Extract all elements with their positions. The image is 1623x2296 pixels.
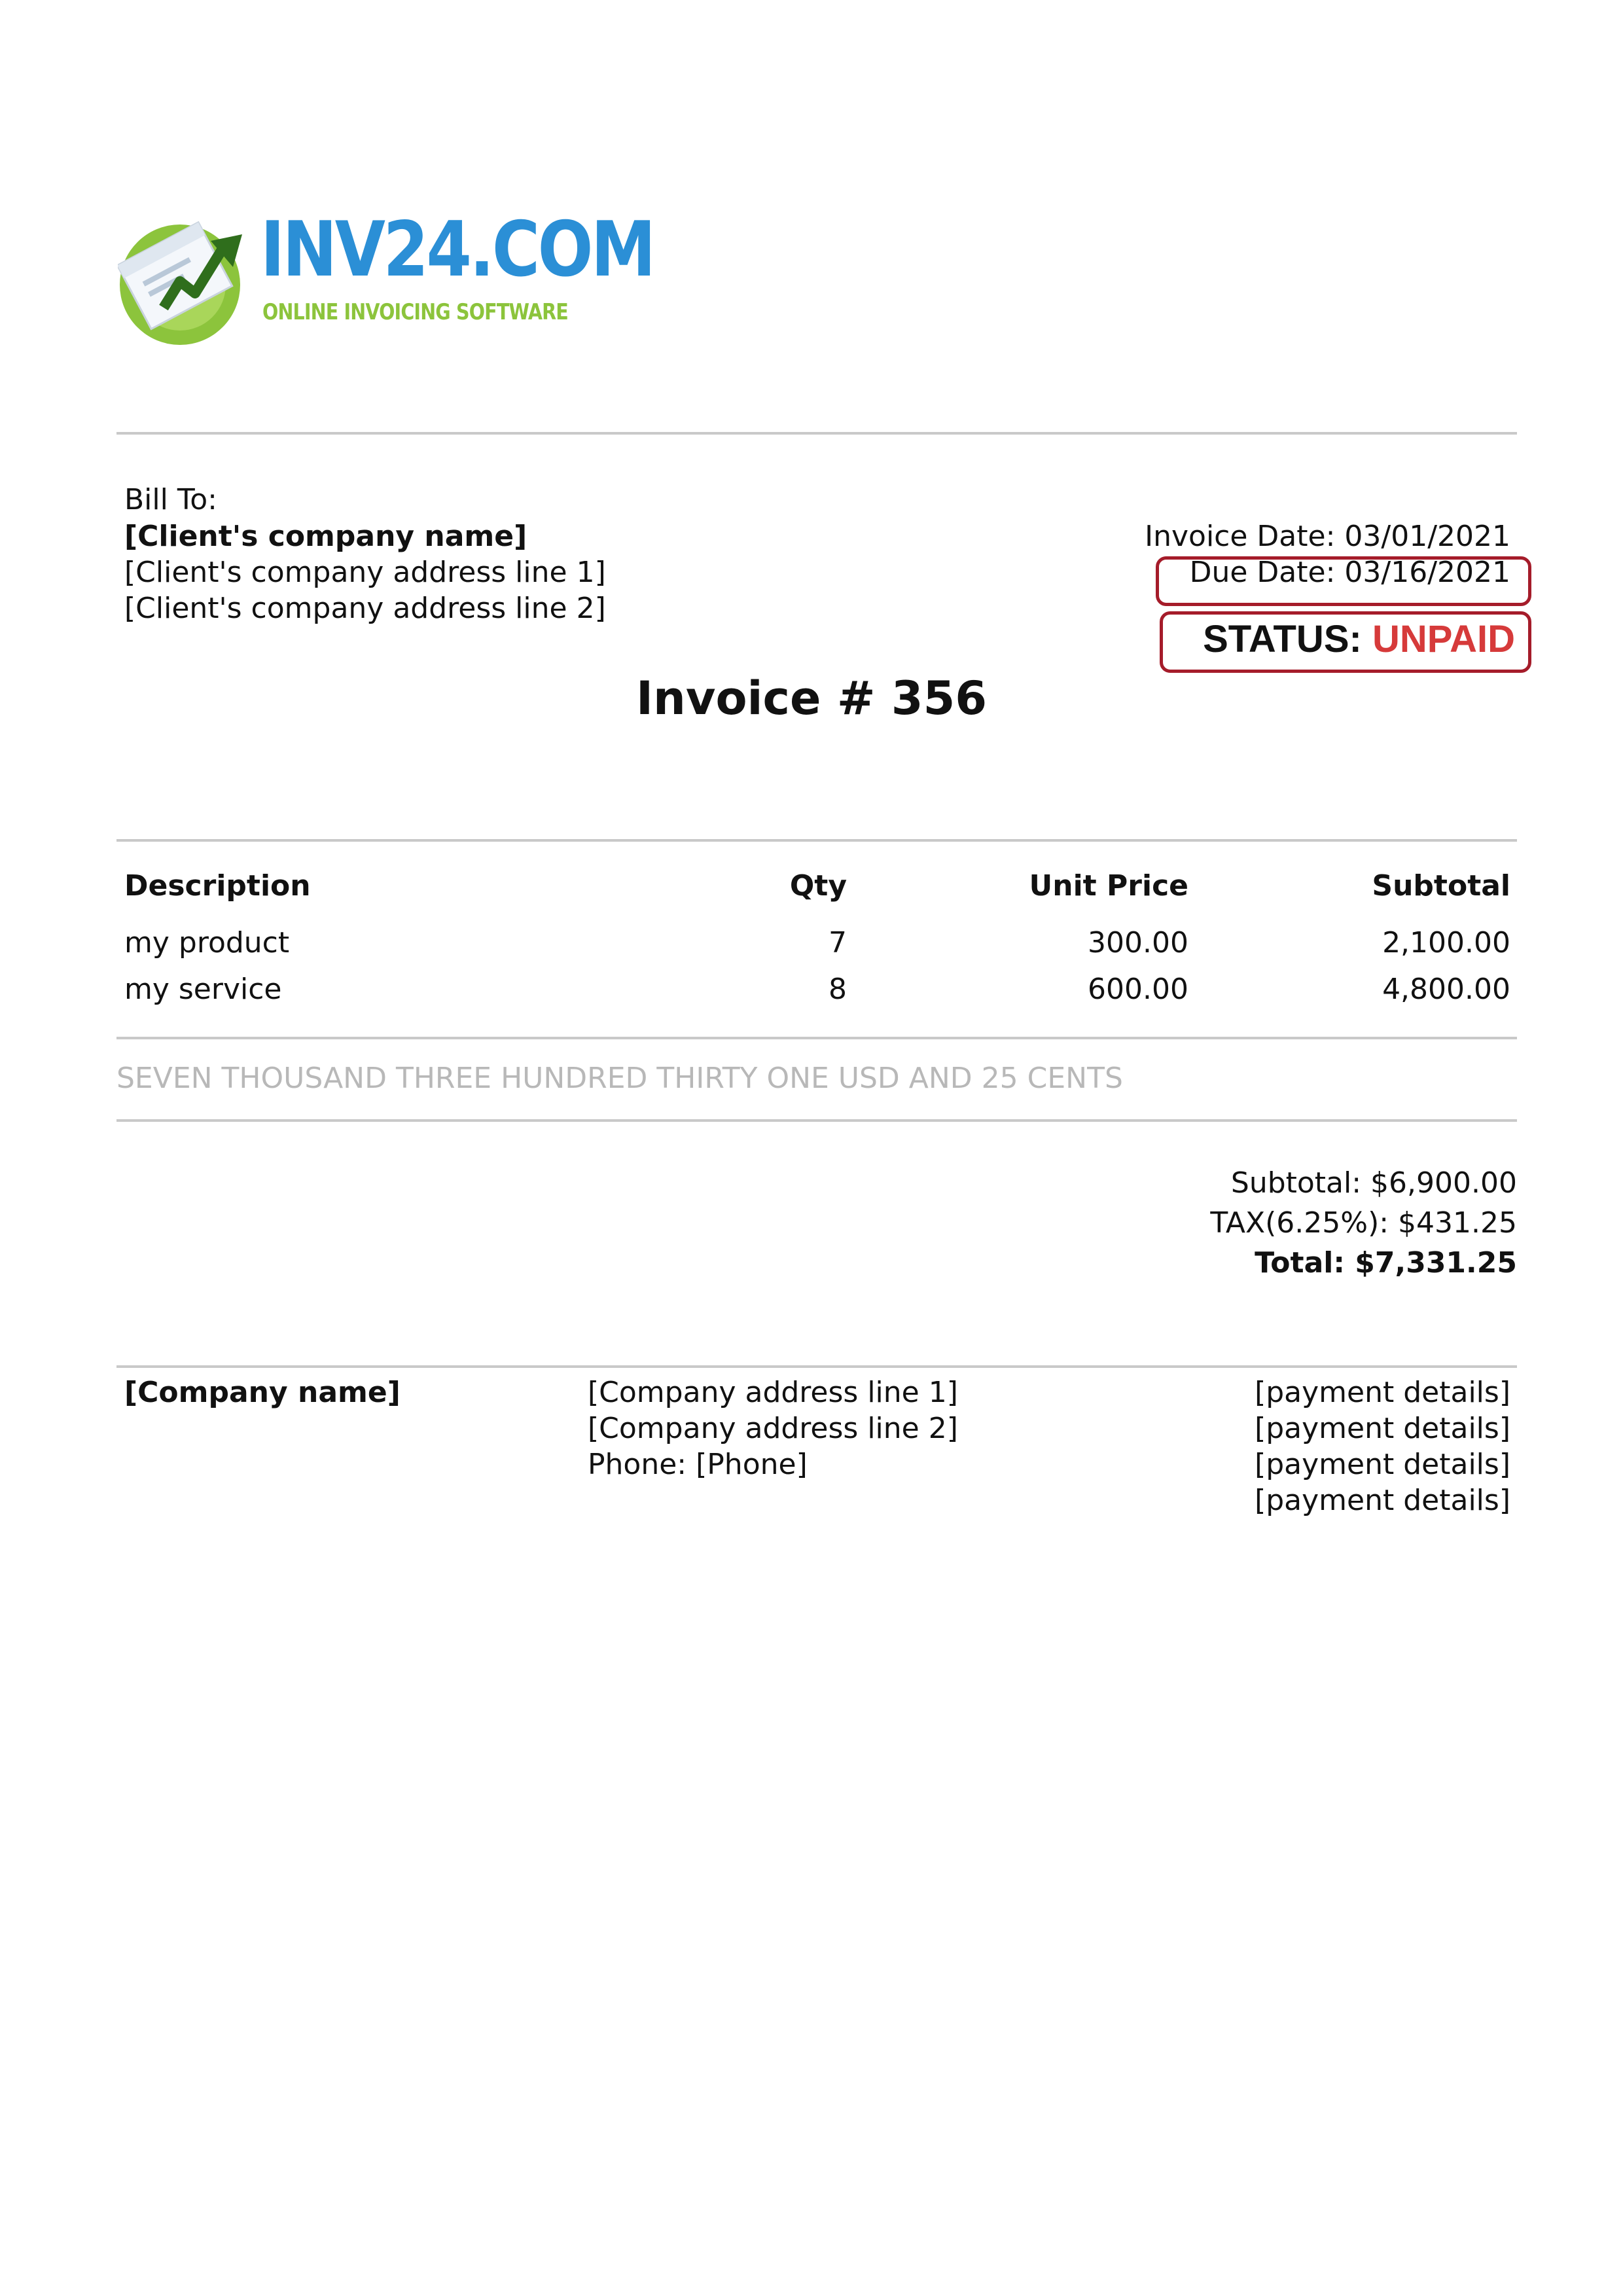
bill-to-label: Bill To: [124, 483, 217, 516]
row-1-unit-price: 300.00 [1088, 926, 1188, 960]
amount-in-words: SEVEN THOUSAND THREE HUNDRED THIRTY ONE USD AND 25 CENTS [116, 1062, 1123, 1095]
payment-details-2: [payment details] [1255, 1412, 1510, 1445]
row-2-description: my service [124, 973, 282, 1006]
footer-phone: Phone: [Phone] [588, 1448, 808, 1481]
row-2-qty: 8 [829, 973, 847, 1006]
footer-company-name: [Company name] [124, 1376, 401, 1409]
payment-details-1: [payment details] [1255, 1376, 1510, 1409]
header-subtotal: Subtotal [1372, 869, 1510, 903]
client-address-line-1: [Client's company address line 1] [124, 556, 606, 589]
row-1-subtotal: 2,100.00 [1382, 926, 1510, 960]
words-divider [116, 1119, 1517, 1122]
totals-subtotal: Subtotal: $6,900.00 [1230, 1166, 1517, 1200]
status-label: STATUS: [1203, 618, 1362, 660]
status-badge [1203, 617, 1515, 662]
header-description: Description [124, 869, 311, 903]
due-date: Due Date: 03/16/2021 [1189, 556, 1510, 589]
client-company-name: [Client's company name] [124, 520, 527, 553]
footer-address-line-2: [Company address line 2] [588, 1412, 958, 1445]
header-qty: Qty [789, 869, 847, 903]
header-unit-price: Unit Price [1029, 869, 1188, 903]
payment-details-3: [payment details] [1255, 1448, 1510, 1481]
table-bottom-divider [116, 1037, 1517, 1039]
invoice-date: Invoice Date: 03/01/2021 [1145, 520, 1510, 553]
row-2-unit-price: 600.00 [1088, 973, 1188, 1006]
totals-tax: TAX(6.25%): $431.25 [1210, 1206, 1517, 1240]
logo-tagline: ONLINE INVOICING SOFTWARE [262, 299, 568, 325]
header-divider [116, 432, 1517, 435]
company-logo [118, 206, 654, 347]
footer-divider [116, 1365, 1517, 1368]
footer-address-line-1: [Company address line 1] [588, 1376, 958, 1409]
client-address-line-2: [Client's company address line 2] [124, 592, 606, 625]
logo-brand-name: INV24.COM [260, 206, 654, 294]
row-1-description: my product [124, 926, 290, 960]
invoice-arrow-logo-icon [118, 209, 249, 347]
row-2-subtotal: 4,800.00 [1382, 973, 1510, 1006]
payment-details-4: [payment details] [1255, 1484, 1510, 1517]
invoice-title: Invoice # 356 [635, 672, 988, 725]
table-top-divider [116, 839, 1517, 842]
row-1-qty: 7 [829, 926, 847, 960]
totals-total: Total: $7,331.25 [1255, 1246, 1517, 1280]
status-value: UNPAID [1372, 618, 1515, 660]
